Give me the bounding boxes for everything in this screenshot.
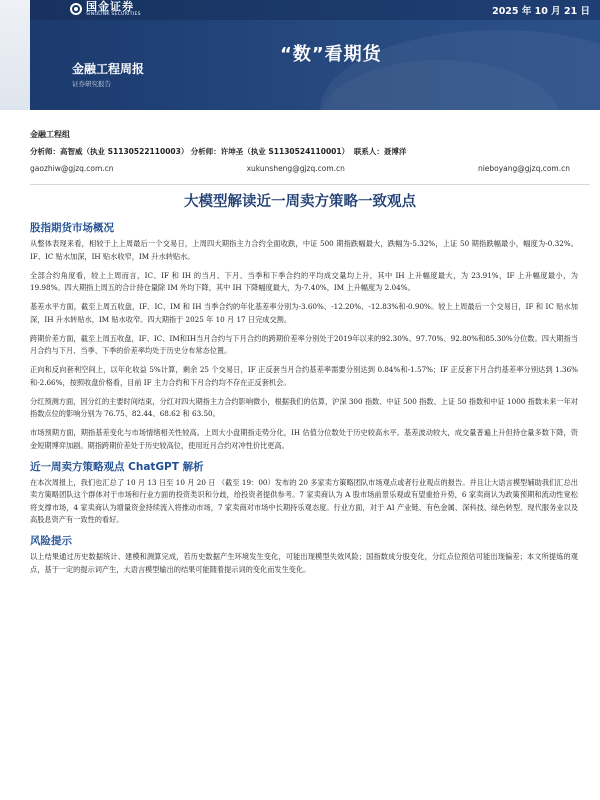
report-type: 证券研究报告: [72, 80, 111, 88]
report-header-banner: [30, 0, 600, 110]
analyst-name: 许坤圣（执业 S1130524110001）: [220, 147, 350, 156]
contact-label: 联系人：: [353, 147, 384, 156]
logo-icon: [70, 3, 82, 15]
paragraph: 在本次周报上，我们也汇总了 10 月 13 日至 10 月 20 日 （截至 19：00）发布的 20 多家卖方策略团队市场观点或者行业观点的报告。并且让大语言模型辅助我们汇总出卖方策略团队这个群体对于市场和行业方面的投资类识和分歧，给投资者提供参考。7 家卖商认为 A 股市场前景乐观或有望重拾升势，6 家卖商认为政策预期和流动性宽松将支撑市场，4 家卖商认为增量资金持续流入将推动市场，7 家卖商对市场中长期持乐观态度。行业方面，对于 AI 产业链、有色金属、深科技、绿色转型、现代服务业以及高股息资产有一致性的看好。: [30, 477, 578, 524]
paragraph: 分红预测方面，因分红的主要时间结束，分红对四大期指主力合约影响微小，根据我们的估算，沪深 300 指数、中证 500 指数、上证 50 指数和中证 1000 指数未来一年对指数点位的影响分别为 76.75、82.44、68.62 和 63.50。: [30, 396, 578, 418]
email-link[interactable]: xukunsheng@gjzq.com.cn: [246, 164, 345, 173]
report-series: 金融工程周报: [72, 62, 145, 76]
contact-name: 聂博洋: [383, 147, 407, 156]
left-margin-strip: [0, 0, 30, 110]
section-chatgpt-analysis: [30, 459, 578, 527]
report-date: 2025 年 10 月 21 日: [492, 6, 590, 17]
section-title: 股指期货市场概况: [30, 222, 114, 234]
paragraph: 从整体表现来看，相较于上上周最后一个交易日，上周四大期指主力合约全面收跌，中证 500 期指跌幅最大，跌幅为-5.32%，上证 50 期指跌幅最小，幅度为-0.32%。IF、IC 贴水加深，IH 贴水收窄，IM 升水转贴水。: [30, 239, 578, 261]
company-logo: [70, 0, 141, 18]
paragraph: 市场预期方面，期指基差变化与市场情绪相关性较高。上周大小盘期指走势分化，IH 估值分位数处于历史较高水平。基差波动较大，成交量普遍上升但持仓量多数下降，资金短期博弈加剧。期指跨期价差处于历史较高位，使用近月合约对冲性价比更高。: [30, 428, 578, 450]
paragraph: 跨期价差方面，截至上周五收盘，IF、IC、IM和IH当月合约与下月合约的跨期价差率分别处于2019年以来的92.30%、97.70%、92.80%和85.30%分位数。四大期指当月合约与下月、当季、下季的价差率均处于历史分布常态位置。: [30, 333, 578, 355]
email-line: [30, 164, 570, 173]
analyst-name: 高智威（执业 S1130522110003）: [60, 147, 189, 156]
paragraph: 基差水平方面，截至上周五收盘，IF、IC、IM 和 IH 当季合约的年化基差率分别为-3.60%、-12.20%、-12.83%和-0.90%。较上上周最后一个交易日，IF 和 IC 贴水加深，IH 升水转贴水，IM 贴水收窄。四大期指于 2025 年 10 月 17 日完成交割。: [30, 302, 578, 324]
section-risk-warning: [30, 533, 578, 576]
divider: [30, 184, 590, 185]
logo-name-cn: 国金证券: [86, 0, 134, 13]
analyst-label: 分析师：: [190, 147, 221, 156]
document-headline: 大模型解读近一周卖方策略一致观点: [184, 194, 416, 210]
analyst-line: [30, 146, 590, 157]
section-title: 近一周卖方策略观点 ChatGPT 解析: [30, 460, 204, 473]
logo-name-en: SINOLINK SECURITIES: [86, 11, 141, 17]
email-link[interactable]: nieboyang@gjzq.com.cn: [477, 164, 570, 173]
analyst-label: 分析师：: [30, 147, 60, 156]
email-link[interactable]: gaozhiw@gjzq.com.cn: [30, 164, 114, 173]
author-block: [30, 129, 590, 173]
paragraph: 以上结果通过历史数据统计、建模和测算完成，若历史数据产生环境发生变化，可能出现模型失效风险；国指数成分股变化，分红点位预估可能出现偏差；本文所提炼的观点，基于一定的提示词产生，大语言模型输出的结果可能随着提示词的变化而发生变化。: [30, 552, 578, 574]
research-group: 金融工程组: [30, 130, 70, 139]
paragraph: 正向和反向套利空间上，以年化收益 5%计算，剩余 25 个交易日，IF 正反套当月合约基差率需要分别达到 0.84%和-1.57%；IF 正反套下月合约基差率分别达到 1.36%和-2.66%，按照收盘价格看，目前 IF 主力合约和下月合约均不存在正反套机会。: [30, 365, 578, 387]
section-market-overview: [30, 220, 578, 452]
section-title: 风险提示: [30, 535, 72, 547]
report-body: [30, 220, 578, 583]
paragraph: 全部合约角度看，较上上周而言，IC、IF 和 IH 的当月、下月、当季和下季合约的平均成交量均上升，其中 IH 上升幅度最大，为 23.91%，IF 上升幅度最小，为 19.98%。四大期指上周五的合计持仓量除 IM 外均下降，其中 IH 下降幅度最大，为-7.40%，IM 上升幅度为 2.04%。: [30, 270, 578, 292]
report-title: “数”看期货: [280, 44, 382, 65]
